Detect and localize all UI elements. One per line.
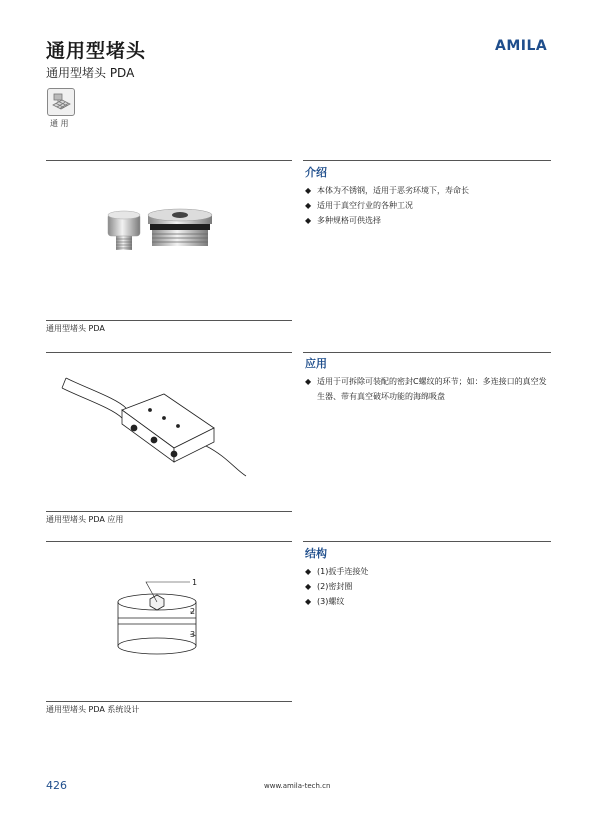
section-heading-intro: 介绍 xyxy=(305,166,327,179)
section-rule-right xyxy=(303,352,551,353)
list-item: ◆ (1)扳手连接处 xyxy=(305,564,551,579)
list-item: ◆ 本体为不锈钢，适用于恶劣环境下，寿命长 xyxy=(305,183,551,198)
structure-diagram xyxy=(46,548,292,698)
section-rule-left xyxy=(46,352,292,353)
callout-1: 1 xyxy=(192,578,198,587)
grid-application-icon xyxy=(48,89,74,115)
large-plug-image xyxy=(148,209,212,246)
application-badge xyxy=(47,88,75,116)
small-plug-image xyxy=(108,211,140,250)
badge-label: 通 用 xyxy=(50,119,69,128)
application-diagram xyxy=(46,358,292,506)
section-rule-right xyxy=(303,541,551,542)
page-title: 通用型堵头 xyxy=(46,40,147,62)
caption-rule xyxy=(46,701,292,702)
website-url[interactable]: www.amila-tech.cn xyxy=(264,782,331,790)
section-rule-left xyxy=(46,160,292,161)
figure-caption: 通用型堵头 PDA xyxy=(46,324,105,333)
figure-caption: 通用型堵头 PDA 系统设计 xyxy=(46,705,140,714)
list-item: ◆ 适用于真空行业的各种工况 xyxy=(305,198,551,213)
list-item: ◆ (3)螺纹 xyxy=(305,594,551,609)
product-photo xyxy=(46,168,292,318)
intro-bullet-list xyxy=(305,183,551,228)
callout-3: 3 xyxy=(190,630,196,639)
section-heading-structure: 结构 xyxy=(305,547,327,560)
section-heading-application: 应用 xyxy=(305,357,327,370)
list-item: ◆ 多种规格可供选择 xyxy=(305,213,551,228)
caption-rule xyxy=(46,320,292,321)
list-item: ◆ (2)密封圈 xyxy=(305,579,551,594)
page-subtitle: 通用型堵头 PDA xyxy=(46,66,135,80)
brand-logo: AMILA xyxy=(495,38,548,54)
figure-caption: 通用型堵头 PDA 应用 xyxy=(46,515,124,524)
application-bullet-list xyxy=(305,374,551,404)
callout-2: 2 xyxy=(190,607,196,616)
caption-rule xyxy=(46,511,292,512)
list-item: ◆ 适用于可拆除可装配的密封C螺纹的环节；如：多连接口的真空发生器、带有真空破坏功能的海绵吸盘 xyxy=(305,374,551,404)
structure-bullet-list xyxy=(305,564,551,609)
page-number: 426 xyxy=(46,779,67,792)
section-rule-right xyxy=(303,160,551,161)
section-rule-left xyxy=(46,541,292,542)
